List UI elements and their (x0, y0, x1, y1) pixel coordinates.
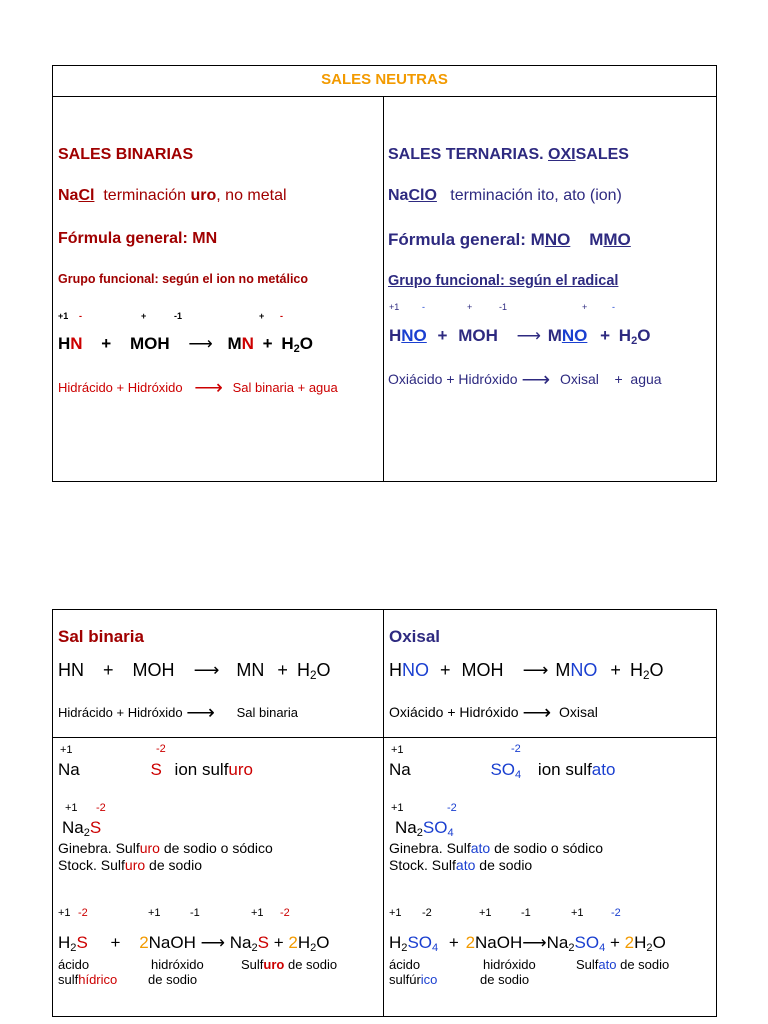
br-rx-ox-4: -1 (521, 907, 531, 919)
bl-rx-ox-4: -1 (190, 907, 200, 919)
eq-h2o-o: O (299, 334, 314, 353)
ox-t-mn-m: + (582, 302, 588, 312)
br-rx-h: H (389, 933, 402, 952)
oxisal-words (389, 700, 598, 725)
bl-ion-s: S (150, 760, 162, 779)
ox-t-h: +1 (389, 302, 400, 312)
bl-salt-name-2: uro (263, 957, 285, 972)
ternarias-sales: SALES (575, 146, 629, 163)
br-stock (389, 857, 532, 873)
br-hyd-2: de sodio (480, 972, 530, 987)
top-column-divider (383, 96, 384, 482)
sb-plus-2: + (277, 660, 288, 680)
br-rx-ox-6: -2 (611, 907, 621, 919)
br-rx-plus-1: + (448, 933, 459, 952)
bl-rx-h-2: H (297, 933, 311, 952)
br-acid-1: ácido (389, 957, 421, 972)
br-ginebra-2: ato (470, 840, 491, 856)
bl-name-hyd (148, 957, 204, 987)
eq-h: H (58, 334, 71, 353)
bl-hyd-2: de sodio (148, 972, 198, 987)
top-title: SALES NEUTRAS (321, 71, 448, 88)
bl-salt-name-3: de sodio (284, 957, 338, 972)
eq-n-2: N (241, 334, 254, 353)
sb-arrow: ⟶ (193, 660, 220, 680)
bl-reaction (58, 933, 330, 953)
naclo-example (388, 187, 622, 205)
br-salt-so: SO (422, 818, 448, 837)
br-name-hyd (480, 957, 536, 987)
nacl-text-1: terminación (103, 187, 187, 204)
br-ginebra (389, 840, 603, 856)
formula-general-ternaria (388, 230, 631, 250)
ternarias-text: SALES TERNARIAS. (388, 146, 544, 163)
bl-rx-sub-a: 2 (70, 941, 77, 954)
br-salt-4: 4 (447, 826, 454, 839)
eq-t-no-2: NO (561, 326, 588, 345)
bl-rx-na: Na (229, 933, 252, 952)
sb-words-2: Sal binaria (236, 705, 299, 720)
sb-words-1: Hidrácido + Hidróxido (58, 705, 183, 720)
bl-stock (58, 857, 202, 873)
bl-rx-plus-2: + (273, 933, 284, 952)
eq-h2o-h: H (281, 334, 294, 353)
eq-t-plus-2: + (600, 326, 611, 345)
br-stock-2: ato (455, 857, 476, 873)
br-salt-formula (395, 818, 454, 838)
br-ion-so: SO (490, 760, 516, 779)
br-rx-ox-5: +1 (571, 907, 584, 919)
os-o: O (649, 660, 664, 680)
br-stock-3: de sodio (475, 857, 533, 873)
bl-rx-s-2: S (257, 933, 269, 952)
ternaria-words (388, 367, 662, 392)
br-rx-arrow: ⟶ (522, 933, 547, 952)
words-arrow: ⟶ (194, 377, 223, 399)
eq-m: M (227, 334, 242, 353)
os-no-2: NO (570, 660, 598, 680)
eq-n: N (70, 334, 83, 353)
br-rx-4a: 4 (432, 941, 439, 954)
sales-ternarias-heading (388, 146, 629, 164)
nacl-text-2: , no metal (216, 187, 287, 204)
ox-n: - (79, 311, 82, 321)
bl-rx-plus-1: + (110, 933, 121, 952)
os-no: NO (402, 660, 429, 680)
words-t-arrow: ⟶ (521, 369, 551, 391)
oxisal-equation (389, 660, 663, 681)
grupo-funcional-binaria: Grupo funcional: según el ion no metálico (58, 272, 309, 286)
oxisal-heading: Oxisal (389, 627, 441, 646)
os-h: H (389, 660, 402, 680)
br-ion-text (538, 760, 616, 779)
bl-salt-na: Na (62, 818, 84, 837)
br-ox-so4: -2 (511, 743, 521, 755)
br-acid-line-2 (389, 972, 437, 987)
br-acid-3: ico (420, 972, 438, 987)
bl-rx-ox-2: -2 (78, 907, 88, 919)
nacl-uro: uro (190, 187, 217, 204)
bl-ion-text-2: uro (228, 760, 253, 779)
bl-ion-text-1: ion sulf (174, 760, 229, 779)
br-salt-sub: 2 (416, 826, 423, 839)
ox-t-m: + (467, 302, 473, 312)
eq-t-h2o-sub: 2 (631, 334, 638, 347)
bl-rx-sub-c: 2 (310, 941, 317, 954)
br-rx-sub-b: 2 (568, 941, 575, 954)
ox-t-mn-n: - (612, 302, 615, 312)
os-m: M (555, 660, 571, 680)
sb-plus-1: + (103, 660, 114, 680)
bl-name-salt (241, 957, 337, 972)
br-reaction (389, 933, 666, 953)
ternarias-oxi: OXI (548, 146, 576, 163)
bl-acid-line-2 (58, 972, 117, 987)
eq-t-h2o-h: H (618, 326, 632, 345)
eq-t-moh: MOH (458, 326, 498, 345)
bottom-row-divider (52, 737, 717, 738)
br-salt-name-3: de sodio (616, 957, 670, 972)
ox-mn-m: + (259, 311, 265, 321)
bl-salt-ox-na: +1 (65, 802, 78, 814)
bl-stock-1: Stock. Sulf (58, 857, 125, 873)
bl-rx-sub-b: 2 (251, 941, 258, 954)
ox-t-n: - (422, 302, 425, 312)
os-plus-1: + (440, 660, 451, 680)
eq-t-m: M (547, 326, 562, 345)
bl-rx-ox-6: -2 (280, 907, 290, 919)
br-stock-1: Stock. Sulf (389, 857, 456, 873)
bl-salt-name-1: Sulf (241, 957, 264, 972)
bl-ion-line (58, 760, 253, 780)
os-h2: H (629, 660, 643, 680)
bl-acid-2: sulf (58, 972, 79, 987)
os-plus-2: + (610, 660, 621, 680)
br-ginebra-3: de sodio o sódico (490, 840, 604, 856)
br-rx-4b: 4 (599, 941, 606, 954)
br-salt-name-2: ato (598, 957, 617, 972)
br-ion-text-1: ion sulf (537, 760, 592, 779)
sb-h: H (296, 660, 310, 680)
bl-salt-sub: 2 (83, 826, 90, 839)
bl-ginebra (58, 840, 273, 856)
top-title-divider (52, 96, 717, 97)
br-name-salt (576, 957, 669, 972)
eq-h2o-sub: 2 (293, 342, 300, 355)
words-hidracido: Hidrácido + Hidróxido (58, 380, 183, 395)
bl-ion-text (175, 760, 253, 779)
words-sal-binaria: Sal binaria + agua (232, 380, 338, 395)
br-rx-h-2: H (634, 933, 647, 952)
br-rx-ox-2: -2 (422, 907, 432, 919)
eq-plus-1: + (101, 334, 112, 353)
nacl-na: Na (58, 187, 79, 204)
bl-hyd-1: hidróxido (151, 957, 204, 972)
br-ox-na: +1 (391, 744, 404, 756)
eq-t-arrow: ⟶ (516, 326, 541, 345)
os-moh: MOH (461, 660, 504, 680)
sb-hn: HN (58, 660, 84, 680)
ox-m: + (141, 311, 147, 321)
bl-rx-ox-5: +1 (251, 907, 264, 919)
br-rx-naoh: NaOH (475, 933, 523, 952)
bl-ginebra-1: Ginebra. Sulf (58, 840, 140, 856)
br-salt-ox-so4: -2 (447, 802, 457, 814)
naclo-na: Na (388, 187, 409, 204)
eq-moh: MOH (129, 334, 170, 353)
nacl-example (58, 187, 287, 205)
bl-name-acid (58, 957, 117, 987)
bl-salt-s: S (89, 818, 102, 837)
formula-ternaria-text: Fórmula general: M (388, 230, 545, 249)
bl-stock-2: uro (124, 857, 146, 873)
sb-sub-2: 2 (309, 668, 317, 682)
br-salt-name-1: Sulf (576, 957, 599, 972)
os-sub-2: 2 (642, 668, 650, 682)
br-acid-2: sulfúr (389, 972, 421, 987)
grupo-funcional-ternaria: Grupo funcional: según el radical (388, 273, 619, 289)
eq-arrow: ⟶ (188, 334, 213, 353)
sb-o: O (316, 660, 331, 680)
br-rx-na: Na (546, 933, 569, 952)
br-salt-na: Na (395, 818, 417, 837)
nacl-cl: Cl (78, 187, 95, 204)
naclo-clo: ClO (408, 187, 437, 204)
bl-rx-coef-2: 2 (288, 933, 298, 952)
br-ion-line (389, 760, 615, 780)
br-rx-coef-1: 2 (465, 933, 476, 952)
bl-rx-ox-1: +1 (58, 907, 71, 919)
br-salt-so4 (423, 818, 454, 837)
words-t-oxisal: Oxisal + agua (560, 371, 662, 387)
binaria-words (58, 375, 338, 400)
naclo-text: terminación ito, ato (ion) (450, 187, 622, 204)
bl-ginebra-2: uro (139, 840, 160, 856)
ox-oh: -1 (174, 311, 183, 321)
bl-rx-ox-3: +1 (148, 907, 161, 919)
bl-salt-formula (62, 818, 101, 838)
br-rx-so4 (407, 933, 438, 952)
sb-moh: MOH (132, 660, 175, 680)
bl-rx-coef-1: 2 (139, 933, 149, 952)
bl-ox-s: -2 (156, 743, 166, 755)
sb-words-arrow: ⟶ (186, 702, 215, 724)
bl-salt-ox-s: -2 (96, 802, 106, 814)
sb-mn: MN (236, 660, 265, 680)
ternaria-equation (389, 326, 650, 346)
formula-m: M (589, 230, 604, 249)
bl-ion-na: Na (58, 760, 80, 779)
words-t-oxiacido: Oxiácido + Hidróxido (388, 371, 518, 387)
br-rx-coef-2: 2 (624, 933, 635, 952)
br-rx-sub-c: 2 (646, 941, 653, 954)
sal-binaria-heading: Sal binaria (58, 627, 144, 646)
br-ion-4: 4 (515, 768, 522, 781)
br-rx-o: O (652, 933, 666, 952)
eq-plus-2: + (262, 334, 273, 353)
eq-t-no: NO (401, 326, 427, 345)
br-salt-ox-na: +1 (391, 802, 404, 814)
os-words-arrow: ⟶ (522, 702, 552, 724)
br-ion-text-2: ato (591, 760, 616, 779)
bottom-column-divider (383, 609, 384, 1017)
sal-binaria-equation (58, 660, 330, 681)
bl-rx-naoh: NaOH (148, 933, 196, 952)
os-words-2: Oxisal (559, 704, 598, 720)
br-ion-so4 (490, 760, 521, 779)
br-rx-ox-1: +1 (389, 907, 402, 919)
sal-binaria-words (58, 700, 298, 725)
br-rx-sub-a: 2 (401, 941, 408, 954)
sales-binarias-heading: SALES BINARIAS (58, 146, 194, 163)
ox-h: +1 (58, 311, 69, 321)
eq-t-h2o-o: O (637, 326, 651, 345)
bl-rx-arrow: ⟶ (200, 933, 225, 952)
bl-rx-h: H (58, 933, 71, 952)
br-rx-so-2: SO (574, 933, 600, 952)
br-ginebra-1: Ginebra. Sulf (389, 840, 471, 856)
formula-no: NO (544, 230, 571, 249)
bl-rx-o: O (316, 933, 330, 952)
binaria-equation (58, 334, 313, 354)
ox-t-oh: -1 (499, 302, 508, 312)
br-rx-ox-3: +1 (479, 907, 492, 919)
br-rx-so: SO (407, 933, 432, 952)
br-name-acid (389, 957, 437, 987)
os-words-1: Oxiácido + Hidróxido (389, 704, 519, 720)
bl-rx-s: S (76, 933, 88, 952)
bl-ginebra-3: de sodio o sódico (159, 840, 273, 856)
eq-t-plus-1: + (437, 326, 448, 345)
br-rx-plus-2: + (609, 933, 620, 952)
formula-mo: MO (603, 230, 631, 249)
br-ion-na: Na (389, 760, 411, 779)
bl-stock-3: de sodio (145, 857, 202, 873)
os-arrow: ⟶ (522, 660, 549, 680)
eq-t-h: H (389, 326, 402, 345)
bl-acid-3: hídrico (78, 972, 118, 987)
br-hyd-1: hidróxido (483, 957, 536, 972)
bl-ox-na: +1 (60, 744, 73, 756)
ox-mn-n: - (280, 311, 283, 321)
br-rx-so4-2 (575, 933, 606, 952)
formula-general-binaria: Fórmula general: MN (58, 230, 218, 247)
bl-acid-1: ácido (58, 957, 90, 972)
